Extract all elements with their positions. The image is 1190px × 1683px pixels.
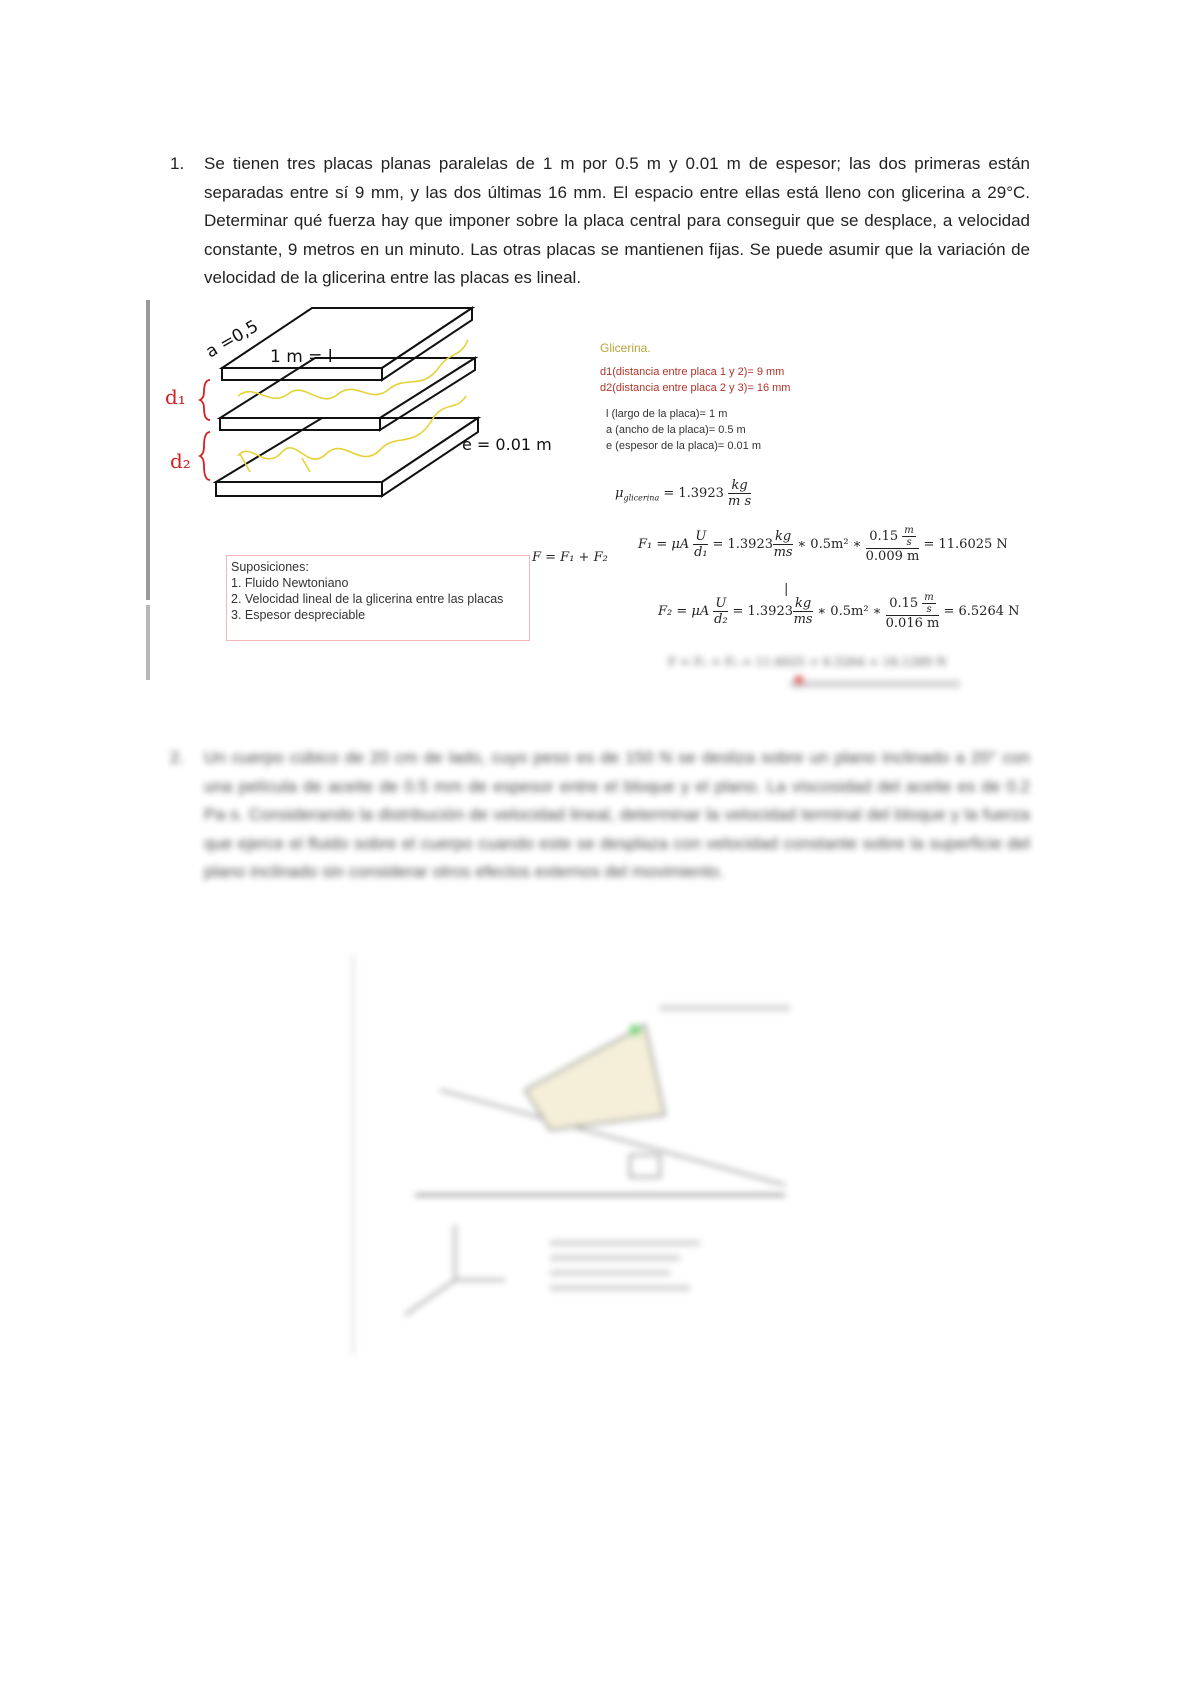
problem-text: Un cuerpo cúbico de 20 cm de lado, cuyo peso es de 150 N se desliza sobre un plano inclinado a 20° con una película de aceite de 0.5 mm de espesor entre el bloque y el plano. La viscosidad del aceite es de 0.2 Pa·s. Considerando la distribución de velocidad lineal, determinar la velocidad terminal del bloque y la fuerza que ejerce el fluido sobre el cuerpo cuando este se desplaza con velocidad constante sobre la superficie del plano inclinado sin considerar otros efectos externos del movimiento. [204,748,1030,881]
f1-equation [638,525,1008,564]
margin-bar [146,605,150,680]
f1-lhs: F₁ = μA [638,537,690,552]
parallel-plates-sketch [165,300,552,530]
f1-unit [773,529,793,560]
f2-vel-unit-num: m [924,592,934,603]
blurred-note [790,680,960,688]
assumption-item: 3. Espesor despreciable [231,608,366,622]
label-d1: d₁ [165,385,186,409]
f2-velocity: 0.15 [889,596,919,611]
f2-equation [658,592,1020,631]
f2-ratio [713,596,728,627]
assumptions-box [226,555,530,641]
f1-vel-unit-den: s [906,537,912,548]
note-l: l (largo de la placa)= 1 m [606,408,728,420]
mu-unit [728,478,751,509]
problem-2 [170,744,1030,887]
label-l: 1 m = l [270,347,333,367]
note-e: e (espesor de la placa)= 0.01 m [606,440,762,452]
mu-symbol: μ [615,486,624,501]
blurred-red-mark [795,676,803,684]
assumptions-title: Suposiciones: [231,560,309,574]
f2-mu-value: = 1.3923 [732,604,793,619]
mu-value: = 1.3923 [663,486,724,501]
assumption-item: 2. Velocidad lineal de la glicerina entre las placas [231,592,504,606]
data-notes [600,340,790,454]
f2-unit-den: ms [793,612,813,627]
f2-distance: 0.016 m [885,616,940,631]
f1-velocity-fraction [866,525,920,564]
f1-result: = 11.6025 N [923,537,1008,552]
mu-unit-num: kg [728,478,751,494]
label-d2: d₂ [170,449,191,473]
f1-area: ∗ 0.5m² ∗ [797,537,862,552]
problem-number: 1. [170,154,185,173]
note-a: a (ancho de la placa)= 0.5 m [606,424,746,436]
problem-1 [170,150,1030,293]
f2-unit-num: kg [795,596,812,611]
note-d1: d1(distancia entre placa 1 y 2)= 9 mm [600,366,785,378]
f1-distance: 0.009 m [865,549,920,564]
f1-unit-num: kg [775,529,792,544]
f2-lhs: F₂ = μA [658,604,710,619]
problem-number: 2. [170,748,185,767]
f2-velocity-fraction [886,592,940,631]
f1-ratio-num: U [695,529,707,544]
viscosity-equation [615,478,751,509]
f1-ratio [693,529,708,560]
f1-mu-value: = 1.3923 [712,537,773,552]
f2-unit [793,596,813,627]
label-e: e = 0.01 m [462,435,552,454]
label-a: a =0,5 [202,316,262,363]
f2-ratio-den: d₂ [714,612,728,627]
mu-subscript: glicerina [623,493,660,503]
f1-ratio-den: d₁ [694,545,708,560]
f2-result: = 6.5264 N [943,604,1020,619]
total-force-equation: F = F₁ + F₂ [532,550,608,565]
cursor-mark: | [784,582,789,597]
fluid-name: Glicerina. [600,341,651,355]
f2-ratio-num: U [715,596,727,611]
f2-area: ∗ 0.5m² ∗ [817,604,882,619]
f1-unit-den: ms [773,545,793,560]
problem-text: Se tienen tres placas planas paralelas de 1 m por 0.5 m y 0.01 m de espesor; las dos primeras están separadas entre sí 9 mm, y las dos últimas 16 mm. El espacio entre ellas está lleno con glicerina a 29°C. Determinar qué fuerza hay que imponer sobre la placa central para conseguir que se desplace, a velocidad constante, 9 metros en un minuto. Las otras placas se mantienen fijas. Se puede asumir que la variación de velocidad de la glicerina entre las placas es lineal. [204,154,1030,287]
note-d2: d2(distancia entre placa 2 y 3)= 16 mm [600,382,791,394]
assumption-item: 1. Fluido Newtoniano [231,576,349,590]
inclined-plane-diagram [345,955,845,1355]
margin-bar [146,300,150,600]
blurred-total: F = F₁ + F₂ = 11.6025 + 6.5264 = 18.1289 N [668,655,947,669]
f2-vel-unit-den: s [926,604,932,615]
f1-velocity: 0.15 [869,529,899,544]
f1-vel-unit-num: m [904,525,914,536]
mu-unit-den: m s [728,494,752,509]
